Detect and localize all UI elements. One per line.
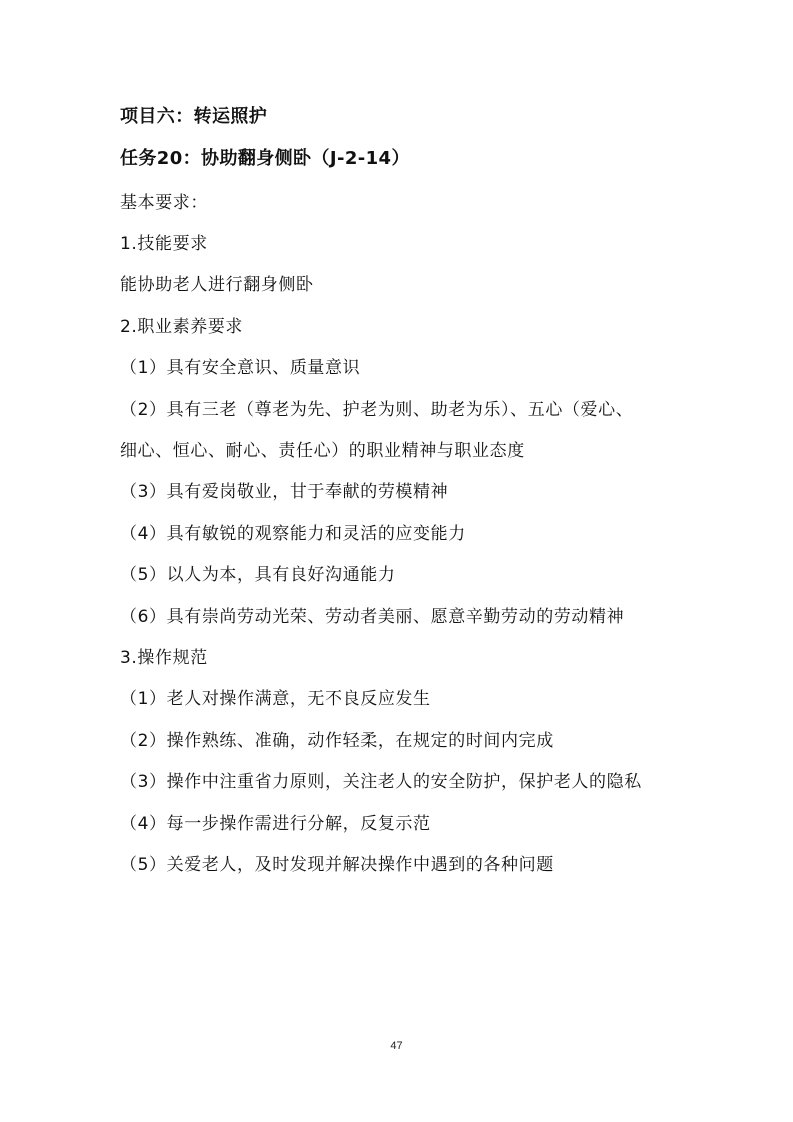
operation-heading: 3.操作规范 [120,648,208,668]
professional-item-continued: 细心、恒心、耐心、责任心）的职业精神与职业态度 [120,441,525,461]
professional-heading: 2.职业素养要求 [120,317,244,337]
professional-item: （1）具有安全意识、质量意识 [120,358,361,378]
operation-item: （5）关爱老人，及时发现并解决操作中遇到的各种问题 [120,855,554,875]
operation-item: （4）每一步操作需进行分解，反复示范 [120,814,431,834]
skill-heading: 1.技能要求 [120,234,208,254]
professional-item: （3）具有爱岗敬业，甘于奉献的劳模精神 [120,482,449,502]
operation-item: （1）老人对操作满意，无不良反应发生 [120,689,431,709]
professional-item: （5）以人为本，具有良好沟通能力 [120,565,396,585]
page-number: 47 [390,1040,403,1052]
task-title: 任务20：协助翻身侧卧（J-2-14） [120,148,410,169]
skill-text: 能协助老人进行翻身侧卧 [120,275,314,295]
professional-item: （2）具有三老（尊老为先、护老为则、助老为乐）、五心（爱心、 [120,400,634,420]
operation-item: （3）操作中注重省力原则，关注老人的安全防护，保护老人的隐私 [120,772,642,792]
basic-requirements-label: 基本要求： [120,193,208,213]
professional-item: （6）具有崇尚劳动光荣、劳动者美丽、愿意辛勤劳动的劳动精神 [120,607,625,627]
professional-item: （4）具有敏锐的观察能力和灵活的应变能力 [120,524,466,544]
operation-item: （2）操作熟练、准确，动作轻柔，在规定的时间内完成 [120,731,554,751]
project-title: 项目六：转运照护 [120,106,268,127]
